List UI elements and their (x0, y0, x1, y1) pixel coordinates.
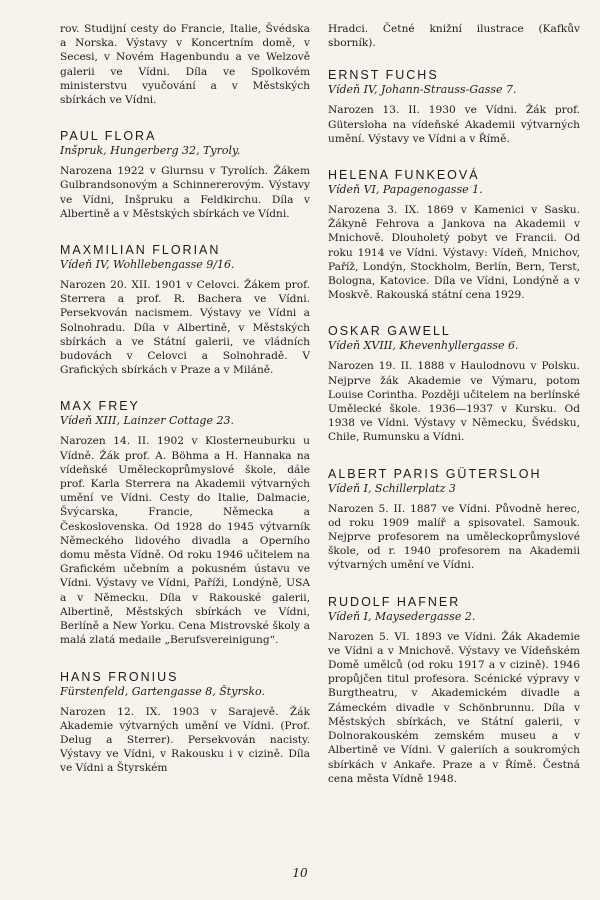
left-column (60, 22, 310, 776)
artist-name: RUDOLF HAFNER (328, 594, 461, 609)
page-number: 10 (292, 866, 308, 880)
artist-name: ALBERT PARIS GÜTERSLOH (328, 466, 542, 481)
artist-bio: Narozen 5. VI. 1893 ve Vídni. Žák Akademie ve Vídni a v Mnichově. Výstavy ve Vídeňském Domě umělců (od roku 1917 a v cizině). 1946 propůjčen titul profesora. Scénické výpravy v Burgtheatru, v Akademickém divadle a Zámeckém divadle v Schönbrunnu. Díla v Městských sbírkách, ve Státní galerii, v Dolnorakouském zemském museu a v Albertině ve Vídni. V galeriích a soukromých sbírkách v Ankaře. Praze a v Římě. Čestná cena města Vídně 1948. (328, 630, 580, 785)
continuation-text: Hradci. Četné knižní ilustrace (Kafkův sborník). (328, 23, 580, 50)
artist-name: MAXMILIAN FLORIAN (60, 243, 221, 258)
artist-address: Fürstenfeld, Gartengasse 8, Štyrsko. (60, 684, 265, 698)
artist-bio: Narozen 12. IX. 1903 v Sarajevě. Žák Akademie výtvarných umění ve Vídni. (Prof. Delug a Sterrer). Persekvován nacisty. Výstavy ve Vídni, v Rakousku i v cizině. Díla ve Vídni a Štyrském (60, 705, 310, 775)
artist-address: Vídeň XIII, Lainzer Cottage 23. (60, 414, 234, 428)
artist-bio: Narozena 3. IX. 1869 v Kamenici v Sasku. Žákyně Fehrova a Jankova na Akademii v Mnichově. Dlouholetý pobyt ve Francii. Od roku 1914 ve Vídni. Výstavy: Vídeň, Mnichov, Paříž, Londýn, Stockholm, Berlín, Bern, Terst, Bologna, Katovice. Díla ve Vídni, Londýně a v Moskvě. Rakouská státní cena 1929. (328, 204, 580, 302)
artist-entry (60, 670, 310, 776)
artist-address: Vídeň IV, Wohllebengasse 9/16. (60, 258, 235, 272)
artist-entry (328, 168, 580, 302)
artist-bio: Narozena 1922 v Glurnsu v Tyrolích. Žákem Gulbrandsonovým a Schinnererovým. Výstavy ve Vídni, Inšpruku a Feldkirchu. Díla v Albertině a v Městských sbírkách ve Vídni. (60, 165, 310, 220)
continuation-text: rov. Studijní cesty do Francie, Italie, Švédska a Norska. Výstavy v Koncertním domě, v Secesi, v Novém Hagenbundu a ve Welzově galerii ve Vídni. Díla ve Spolkovém ministerstvu vyučování a v Městských sbírkách ve Vídni. (60, 23, 310, 107)
artist-bio: Narozen 20. XII. 1901 v Celovci. Žákem prof. Sterrera a prof. R. Bachera ve Vídni. Persekvován nacismem. Výstavy ve Vídni a Solnohradu. Díla v Albertině, v Městských sbírkách a ve Státní galerii, ve vládních budovách v Celovci a Solnohradě. V Grafických sbírkách v Praze a v Miláně. (60, 279, 310, 377)
artist-entry (60, 129, 310, 221)
right-column (328, 22, 580, 786)
artist-bio: Narozen 5. II. 1887 ve Vídni. Původně herec, od roku 1909 malíř a spisovatel. Samouk. Nejprve profesorem na uměleckoprůmyslové škole, od r. 1940 profesorem na Akademii výtvarných umění ve Vídni. (328, 502, 580, 572)
artist-name: HANS FRONIUS (60, 669, 179, 684)
artist-address: Inšpruk, Hungerberg 32, Tyroly. (60, 144, 241, 158)
artist-bio: Narozen 13. II. 1930 ve Vídni. Žák prof. Güterslоha na vídeňské Akademii výtvarných umění. Výstavy ve Vídni a v Římě. (328, 104, 580, 145)
artist-address: Vídeň VI, Papagenogasse 1. (328, 183, 483, 197)
artist-entry (328, 467, 580, 573)
artist-address: Vídeň IV, Johann-Strauss-Gasse 7. (328, 83, 517, 97)
artist-address: Vídeň XVIII, Khevenhyllergasse 6. (328, 339, 519, 353)
artist-entry (328, 324, 580, 444)
artist-name: ERNST FUCHS (328, 68, 439, 83)
artist-entry (328, 68, 580, 146)
artist-name: HELENA FUNKEOVÁ (328, 168, 480, 183)
artist-address: Vídeň I, Schillerplatz 3 (328, 481, 456, 495)
artist-name: MAX FREY (60, 399, 140, 414)
artist-entry (60, 399, 310, 647)
artist-address: Vídeň I, Maysedergasse 2. (328, 609, 476, 623)
artist-name: OSKAR GAWELL (328, 324, 451, 339)
artist-entry (328, 595, 580, 786)
artist-bio: Narozen 14. II. 1902 v Klosterneuburku u Vídně. Žák prof. A. Böhma a H. Hannaka na vídeňské Uměleckoprůmyslové škole, dále prof. Karla Sterrera na Akademii výtvarných umění ve Vídni. Cesty do Italie, Dalmacie, Švýcarska, Francie, Německa a Československa. Od 1928 do 1945 výtvarník Německého lidového divadla a Operního domu města Vídně. Od roku 1946 učitelem na Grafickém učebním a pokusném ústavu ve Vídni. Výstavy ve Vídni, Paříži, Londýně, USA a v Německu. Díla v Rakouské galerii, Albertině, Městských sbírkách ve Vídni, Berlíně a New Yorku. Cena Mistrovské školy a malá zlatá medaile „Berufsvereinigung“. (60, 435, 310, 647)
artist-bio: Narozen 19. II. 1888 v Haulodnovu v Polsku. Nejprve žák Akademie ve Výmaru, potom Louise Corintha. Později učitelem na berlínské Umělecké škole. 1936—1937 v Kursku. Od 1938 ve Vídni. Výstavy v Německu, Švédsku, Chile, Rumunsku a Vídni. (328, 360, 580, 444)
artist-name: PAUL FLORA (60, 129, 157, 144)
artist-entry (60, 243, 310, 377)
